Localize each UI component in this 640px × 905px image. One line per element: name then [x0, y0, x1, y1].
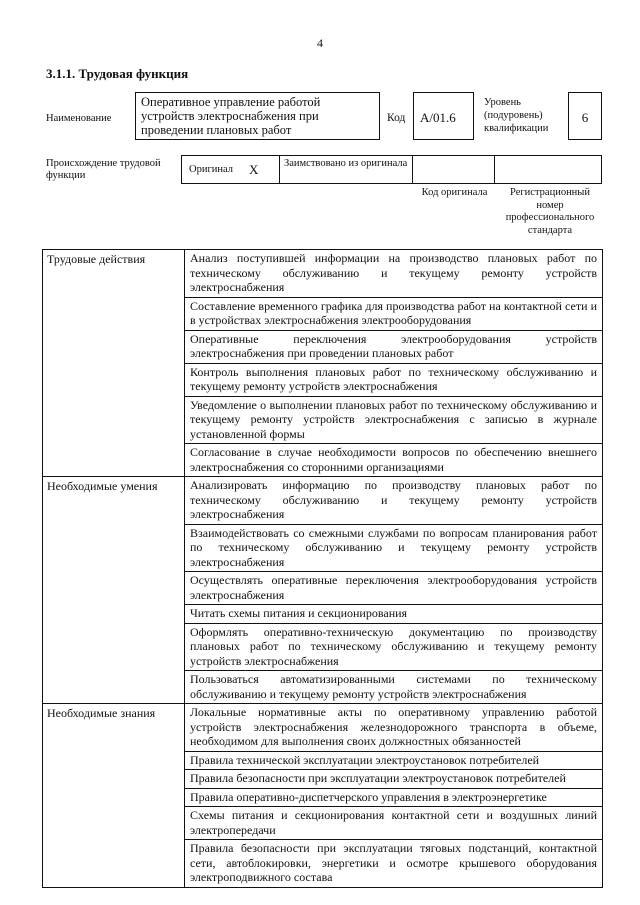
- qualification-level-box: 6: [568, 92, 602, 140]
- origin-reg-cell: [495, 156, 601, 183]
- section-title-cell: Необходимые знания: [43, 704, 185, 888]
- origin-code-cell: [413, 156, 495, 183]
- table-row: [43, 477, 603, 525]
- section-title: 3.1.1. Трудовая функция: [46, 66, 189, 81]
- section-item: Анализ поступившей информации на производство плановых работ по техническому обслуживанию и текущему ремонту устройств электроснабжения: [185, 250, 603, 298]
- section-title-cell: Необходимые умения: [43, 477, 185, 704]
- registration-number-caption: Регистрационный номер профессионального стандарта: [505, 187, 595, 236]
- borrowed-label: Заимствовано из оригинала: [280, 156, 413, 183]
- section-item: Контроль выполнения плановых работ по техническому обслуживанию и текущему ремонту устройств электроснабжения: [185, 363, 603, 396]
- table-row: [43, 704, 603, 752]
- original-mark: Х: [249, 161, 259, 177]
- section-item: Читать схемы питания и секционирования: [185, 605, 603, 624]
- section-title-cell: Трудовые действия: [43, 250, 185, 477]
- function-details-table: [42, 249, 603, 888]
- section-item: Осуществлять оперативные переключения электрооборудования устройств электроснабжения: [185, 572, 603, 605]
- page-number: 4: [317, 36, 323, 50]
- section-item: Правила оперативно-диспетчерского управления в электроэнергетике: [185, 788, 603, 807]
- section-item: Схемы питания и секционирования контактной сети и воздушных линий электропередачи: [185, 807, 603, 840]
- origin-label: Происхождение трудовой функции: [46, 158, 161, 181]
- section-item: Согласование в случае необходимости вопросов по обеспечению внешнего электроснабжения со сторонними организациями: [185, 444, 603, 477]
- original-label: Оригинал: [189, 164, 233, 175]
- origin-original-cell: [182, 156, 280, 183]
- section-item: Локальные нормативные акты по оперативному управлению работой устройств электроснабжения железнодорожного транспорта в объеме, необходимом для выполнения своих должностных обязанностей: [185, 704, 603, 752]
- name-label: Наименование: [46, 113, 112, 124]
- section-item: Уведомление о выполнении плановых работ по техническому обслуживанию и текущему ремонту устройств электроснабжения с записью в журнале установленной формы: [185, 396, 603, 444]
- section-item: Оперативные переключения электрооборудования устройств электроснабжения при проведении плановых работ: [185, 330, 603, 363]
- section-item: Анализировать информацию по производству плановых работ по техническому обслуживанию и текущему ремонту устройств электроснабжения: [185, 477, 603, 525]
- section-item: Оформлять оперативно-техническую документацию по производству плановых работ по техническому обслуживанию и текущему ремонту устройств электроснабжения: [185, 623, 603, 671]
- section-item: Правила безопасности при эксплуатации электроустановок потребителей: [185, 770, 603, 789]
- section-item: Пользоваться автоматизированными системами по техническому обслуживанию и текущему ремонту устройств электроснабжения: [185, 671, 603, 704]
- table-row: [43, 250, 603, 298]
- level-label: Уровень (подуровень) квалификации: [484, 97, 549, 134]
- origin-table: [181, 155, 602, 184]
- original-code-caption: Код оригинала: [421, 187, 488, 198]
- code-label: Код: [387, 112, 406, 124]
- section-item: Правила технической эксплуатации электроустановок потребителей: [185, 751, 603, 770]
- section-item: Взаимодействовать со смежными службами по вопросам планирования работ по техническому обслуживанию и текущему ремонту устройств электроснабжения: [185, 524, 603, 572]
- function-code-box: А/01.6: [413, 92, 474, 140]
- function-name-box: Оперативное управление работой устройств электроснабжения при проведении плановых работ: [135, 92, 380, 140]
- section-item: Составление временного графика для производства работ на контактной сети и в устройствах электроснабжения электрооборудования: [185, 297, 603, 330]
- section-item: Правила безопасности при эксплуатации тяговых подстанций, контактной сети, автоблокировки, энергетики и осмотре крышевого оборудования электроподвижного состава: [185, 840, 603, 888]
